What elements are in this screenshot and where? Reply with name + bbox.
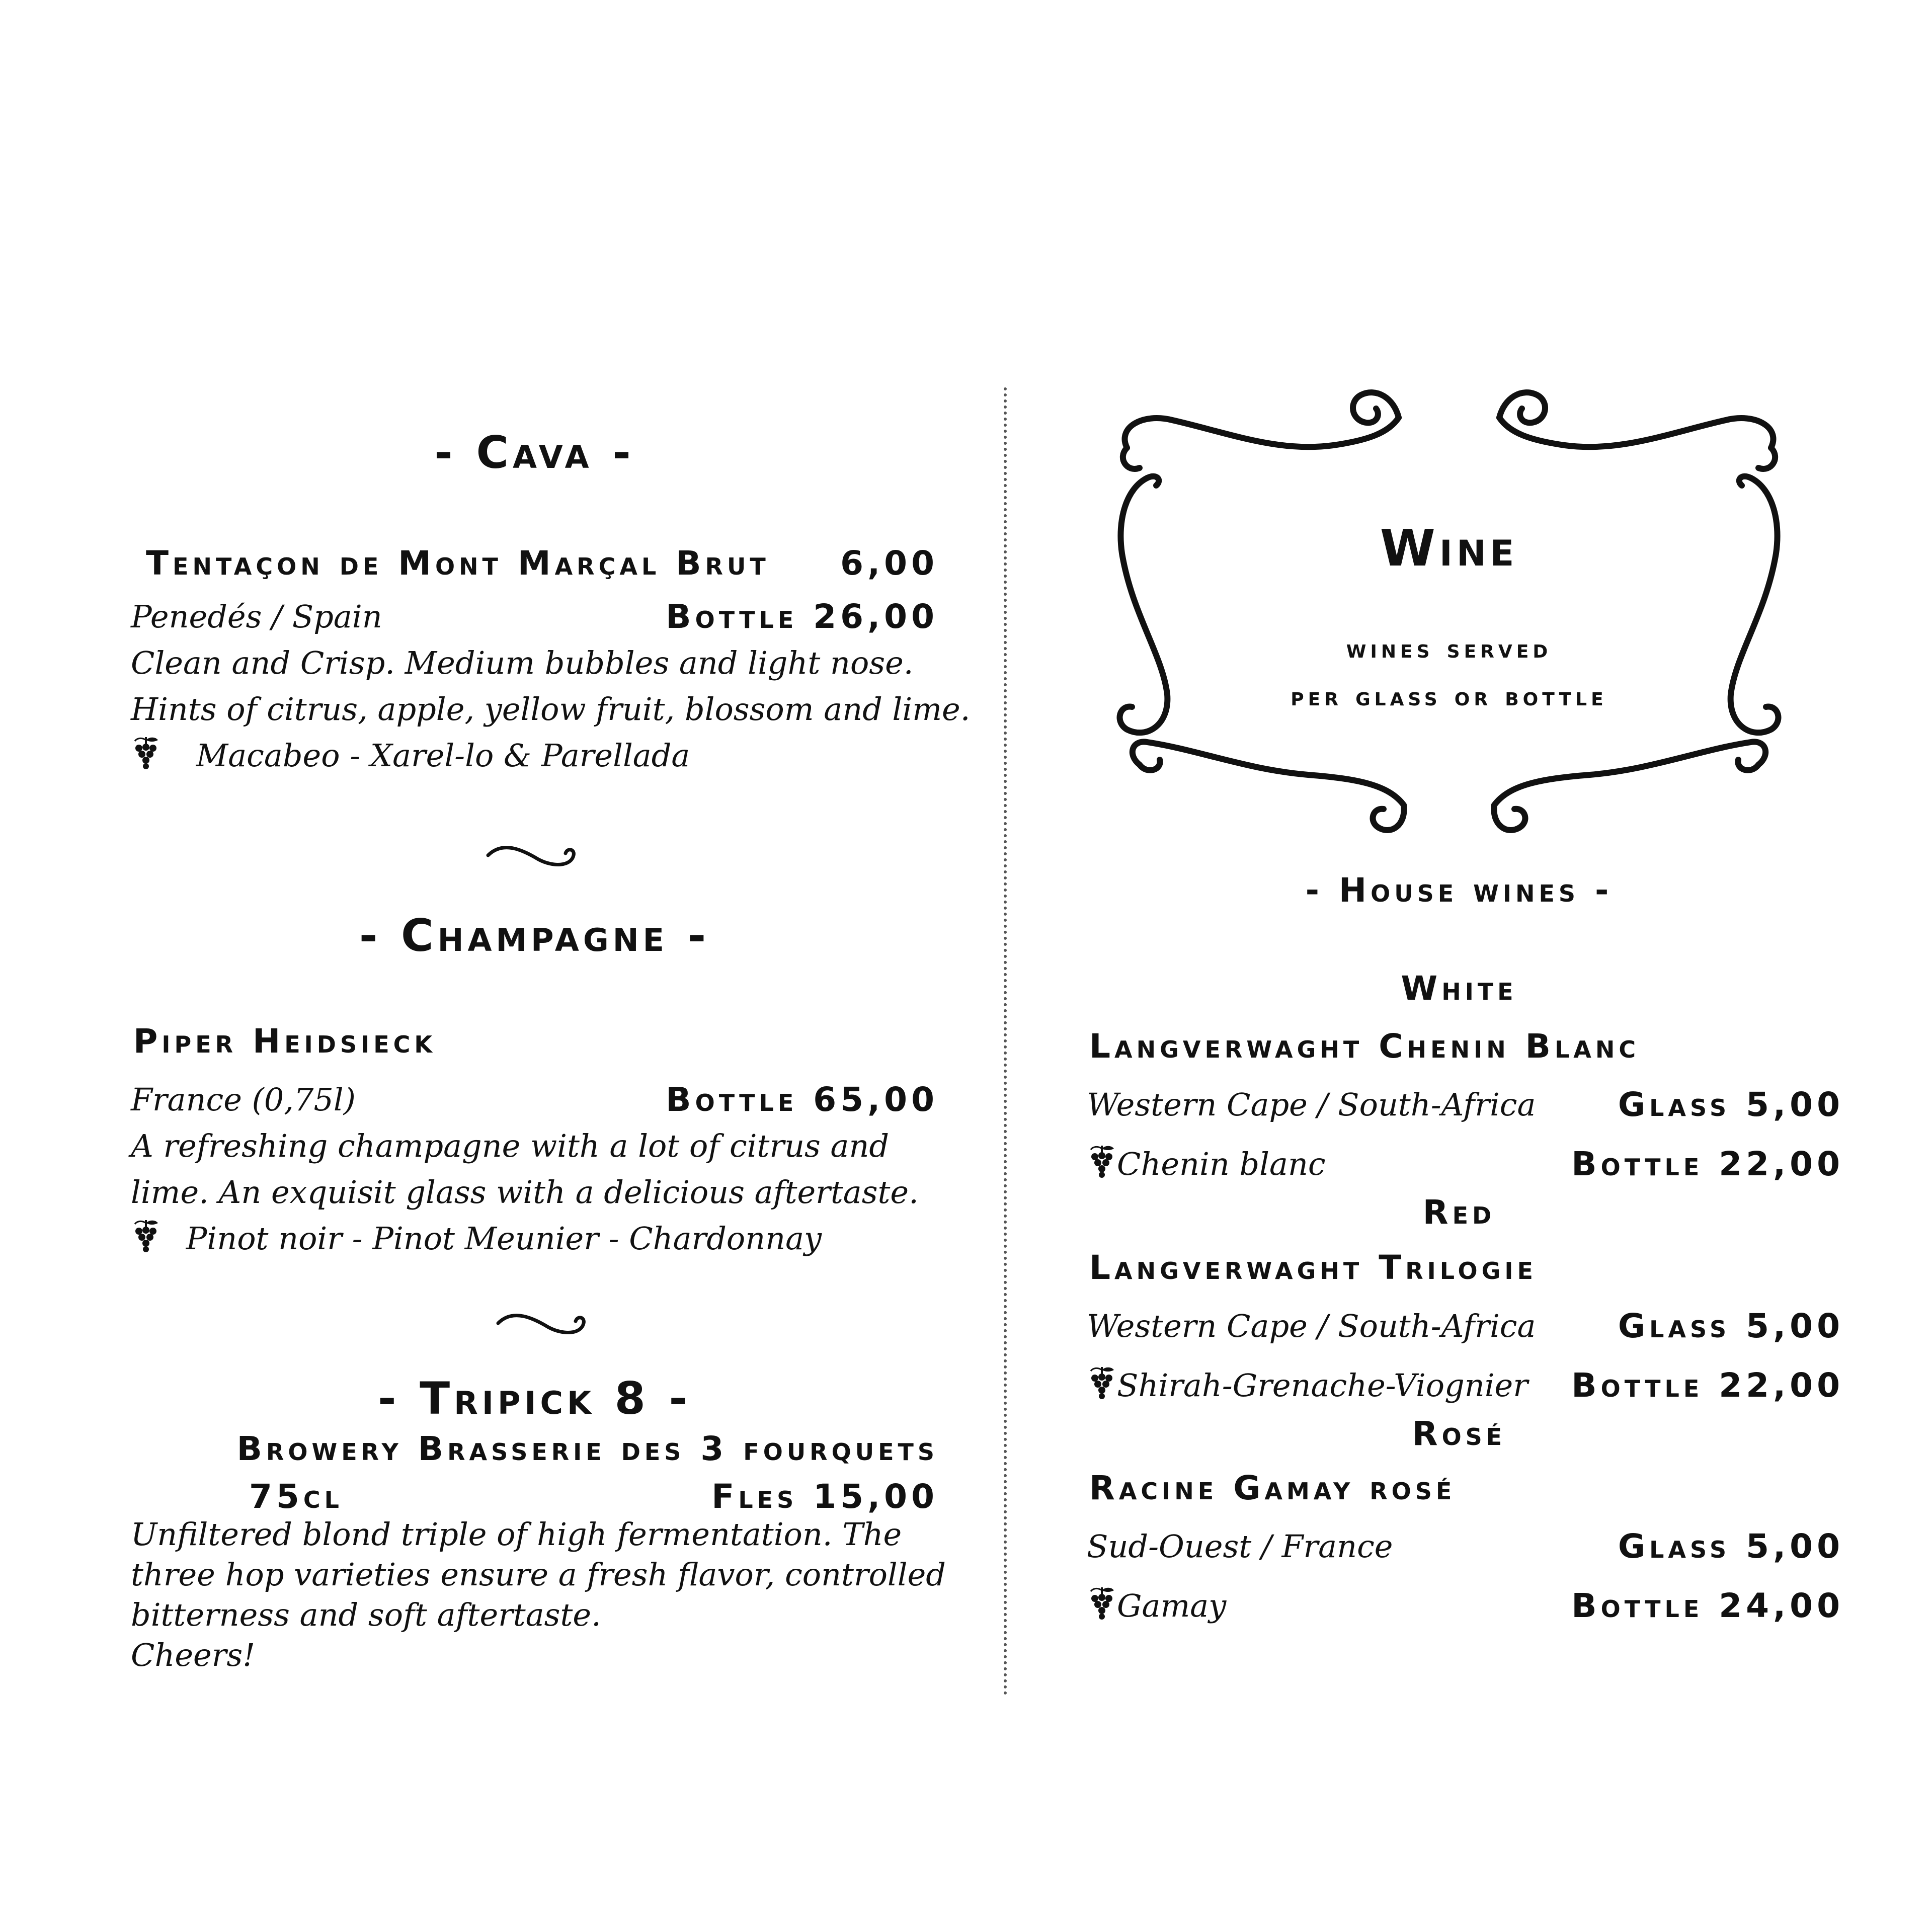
cava-wine-name: Tentaçon de Mont Marçal Brut: [146, 544, 770, 583]
rose-origin: Sud-Ouest / France: [1087, 1528, 1393, 1565]
tripick-description-line-4: Cheers!: [131, 1637, 256, 1673]
red-origin: Western Cape / South-Africa: [1087, 1308, 1536, 1344]
grape-icon: [1087, 1144, 1117, 1179]
rose-glass-price: Glass 5,00: [1618, 1527, 1844, 1566]
grape-icon: [1087, 1585, 1117, 1621]
rose-grape-text: Gamay: [1117, 1587, 1227, 1624]
rose-label: Rosé: [1412, 1414, 1506, 1453]
tripick-description-line-1: Unfiltered blond triple of high fermentation. The: [131, 1516, 902, 1553]
grape-icon: [1087, 1365, 1117, 1400]
cava-glass-price: 6,00: [840, 544, 938, 583]
champagne-heading: - Champagne -: [359, 910, 710, 961]
cava-origin: Penedés / Spain: [131, 598, 382, 635]
wine-title: Wine: [1380, 519, 1518, 578]
grape-icon: [131, 735, 161, 770]
red-bottle-price: Bottle 22,00: [1571, 1366, 1844, 1405]
tripick-volume: 75cl: [249, 1477, 343, 1516]
champagne-name: Piper Heidsieck: [133, 1022, 437, 1061]
champagne-description-line-2: lime. An exquisit glass with a delicious aftertaste.: [131, 1174, 919, 1211]
white-grape: [1087, 1141, 1326, 1187]
red-glass-price: Glass 5,00: [1618, 1307, 1844, 1345]
tripick-brewery: Browery Brasserie des 3 fourquets: [236, 1429, 938, 1468]
grape-icon: [131, 1218, 161, 1253]
white-bottle-price: Bottle 22,00: [1571, 1145, 1844, 1183]
white-origin: Western Cape / South-Africa: [1087, 1086, 1536, 1123]
champagne-description-line-1: A refreshing champagne with a lot of citrus and: [131, 1128, 890, 1164]
rose-grape: [1087, 1583, 1226, 1629]
wine-subtitle-line-2: per glass or bottle: [1291, 682, 1607, 712]
tripick-description-line-2: three hop varieties ensure a fresh flavor, controlled: [131, 1556, 946, 1593]
cava-grapes-text: Macabeo - Xarel-lo & Parellada: [196, 737, 690, 774]
champagne-origin: France (0,75l): [131, 1081, 356, 1118]
house-wines-heading: - House wines -: [1305, 871, 1613, 910]
swash-divider-2: [493, 1303, 594, 1343]
red-wine-name: Langverwaght Trilogie: [1089, 1248, 1537, 1287]
white-label: White: [1401, 969, 1517, 1008]
rose-bottle-price: Bottle 24,00: [1571, 1586, 1844, 1625]
tripick-price: Fles 15,00: [711, 1477, 938, 1516]
red-grape-text: Shirah-Grenache-Viognier: [1117, 1367, 1528, 1404]
cava-description-line-1: Clean and Crisp. Medium bubbles and light nose.: [131, 645, 914, 681]
champagne-grapes: [131, 1216, 822, 1262]
cava-description-line-2: Hints of citrus, apple, yellow fruit, blossom and lime.: [131, 691, 971, 728]
red-grape: [1087, 1362, 1528, 1409]
white-wine-name: Langverwaght Chenin Blanc: [1089, 1027, 1640, 1066]
cava-grapes: [131, 733, 690, 779]
champagne-bottle-price: Bottle 65,00: [666, 1080, 938, 1119]
cava-bottle-price: Bottle 26,00: [666, 597, 938, 636]
tripick-heading: - Tripick 8 -: [377, 1373, 692, 1424]
column-divider: [1004, 387, 1007, 1696]
swash-divider-1: [483, 835, 584, 875]
tripick-description-line-3: bitterness and soft aftertaste.: [131, 1596, 601, 1633]
cava-heading: - Cava -: [434, 427, 635, 478]
white-glass-price: Glass 5,00: [1618, 1085, 1844, 1124]
ornamental-frame: [1097, 372, 1801, 845]
champagne-grapes-text: Pinot noir - Pinot Meunier - Chardonnay: [186, 1220, 822, 1257]
wine-subtitle-line-1: wines served: [1346, 634, 1552, 664]
white-grape-text: Chenin blanc: [1117, 1146, 1326, 1182]
red-label: Red: [1422, 1193, 1496, 1232]
rose-wine-name: Racine Gamay rosé: [1089, 1469, 1456, 1507]
